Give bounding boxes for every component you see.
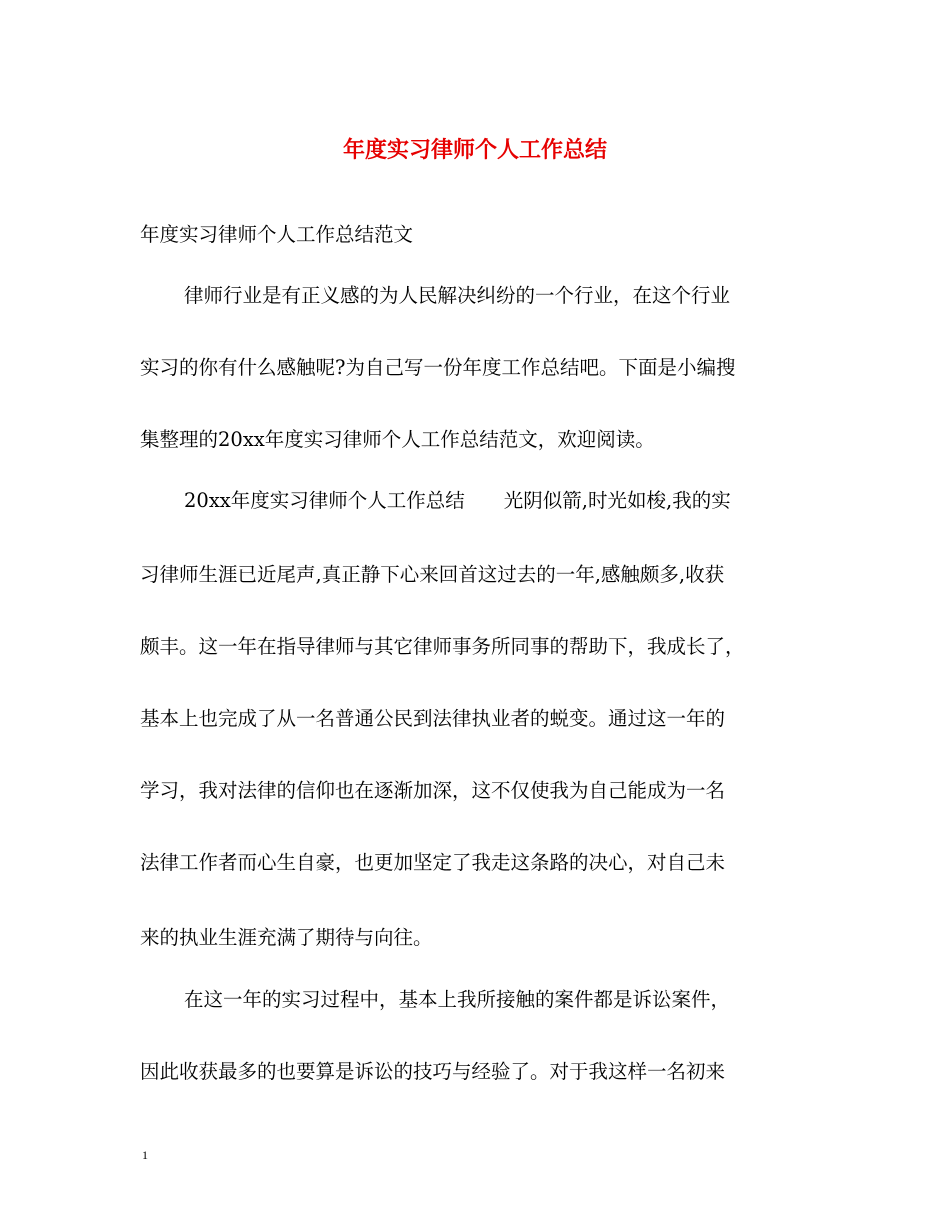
document-title: 年度实习律师个人工作总结 xyxy=(342,137,607,163)
paragraph-line: 基本上也完成了从一名普通公民到法律执业者的蜕变。通过这一年的 xyxy=(140,707,726,730)
paragraph-line: 律师行业是有正义感的为人民解决纠纷的一个行业，在这个行业 xyxy=(184,284,731,307)
paragraph-line: 学习，我对法律的信仰也在逐渐加深，这不仅使我为自己能成为一名 xyxy=(140,779,726,802)
paragraph-line: 实习的你有什么感触呢?为自己写一份年度工作总结吧。下面是小编搜 xyxy=(140,356,736,379)
paragraph-line: 集整理的20xx年度实习律师个人工作总结范文，欢迎阅读。 xyxy=(140,428,655,451)
paragraph-line: 来的执业生涯充满了期待与向往。 xyxy=(140,926,433,949)
paragraph-line: 因此收获最多的也要算是诉讼的技巧与经验了。对于我这样一名初来 xyxy=(140,1060,726,1083)
paragraph-line: 在这一年的实习过程中，基本上我所接触的案件都是诉讼案件， xyxy=(184,988,731,1011)
paragraph-line: 颇丰。这一年在指导律师与其它律师事务所同事的帮助下，我成长了， xyxy=(140,635,745,658)
paragraph-line: 20xx年度实习律师个人工作总结 光阴似箭,时光如梭,我的实 xyxy=(184,489,731,512)
paragraph-line: 法律工作者而心生自豪，也更加坚定了我走这条路的决心，对自己未 xyxy=(140,851,726,874)
page-number: 1 xyxy=(142,1148,148,1162)
document-subtitle: 年度实习律师个人工作总结范文 xyxy=(140,223,414,246)
paragraph-line: 习律师生涯已近尾声,真正静下心来回首这过去的一年,感触颇多,收获 xyxy=(140,563,725,586)
